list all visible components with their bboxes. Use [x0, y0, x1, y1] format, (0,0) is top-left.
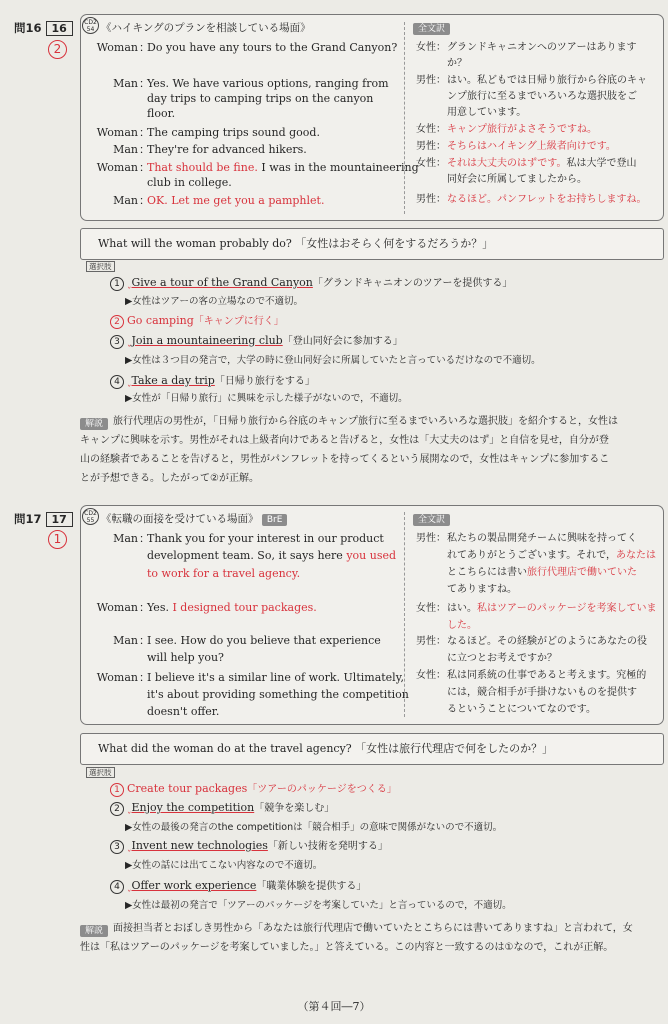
q16-jp-speaker: 女性： [416, 124, 446, 135]
q17-explain-tag: 解説 [80, 922, 108, 937]
q17-jp-line [447, 651, 557, 666]
q17-jp-line [447, 601, 657, 616]
q16-speaker: Woman [96, 41, 138, 54]
q16-speaker-colon: ： [139, 161, 150, 174]
q17-choices-tag: 選択肢 [86, 764, 115, 779]
caret-icon: ˯ [127, 337, 132, 347]
q16-option-en: Take a day trip [131, 374, 215, 387]
q17-speaker-colon: ： [139, 532, 150, 545]
q16-line [147, 40, 397, 55]
q17-translation-tag: 全文訳 [413, 511, 450, 526]
q17-jp-text: れてありがとうございます。それで， [447, 550, 616, 561]
q17-option-jp: 「職業体験を提供する」 [256, 881, 367, 892]
q17-jp-text: 私は同系統の仕事であると考えます。究極的 [447, 670, 647, 681]
q17-scene: 《転職の面接を受けている場面》 BrE [101, 512, 287, 527]
q17-option-number: 4 [110, 880, 124, 894]
q17-jp-line [447, 685, 637, 700]
q17-option[interactable] [110, 781, 397, 797]
q17-jp-line [447, 702, 596, 717]
q16-jp-text: 私は大学で登山 [566, 158, 637, 169]
q16-question: What will the woman probably do? 「女性はおそらく何をするだろうか？」 [98, 237, 494, 250]
q16-speaker: Woman [96, 126, 138, 139]
q17-option-en: Offer work experience [131, 879, 257, 892]
q16-text: day trips to camping trips on the canyon [147, 92, 374, 105]
q16-jp-line [447, 192, 647, 207]
q17-line [147, 670, 404, 685]
q17-option[interactable] [110, 838, 388, 855]
q16-line [147, 125, 320, 140]
q16-line [147, 193, 324, 208]
q17-jp-text: はい。 [447, 603, 477, 614]
q16-jp-line [447, 139, 616, 154]
q17-text: Thank you for your interest in our product [147, 532, 384, 545]
q17-jp-speaker: 女性： [416, 603, 446, 614]
q17-speaker-colon: ： [139, 671, 150, 684]
q16-option[interactable] [110, 373, 315, 390]
q16-line [147, 175, 232, 190]
q17-line [147, 566, 300, 581]
q17-jp-speaker: 男性： [416, 636, 446, 647]
q17-option-jp: 「新しい技術を発明する」 [267, 841, 388, 852]
q16-line [147, 106, 175, 121]
q16-divider [404, 22, 405, 214]
q16-option-en: Give a tour of the Grand Canyon [131, 276, 313, 289]
q16-speaker-colon: ： [139, 194, 150, 207]
q17-option-note: ▶女性の話には出てこない内容なので不適切。 [125, 860, 323, 871]
q16-text: club in college. [147, 176, 232, 189]
q17-speaker-colon: ： [139, 634, 150, 647]
q17-option-note: ▶女性の最後の発言のthe competitionは「競合相手」の意味で関係がないので不適切。 [125, 822, 503, 833]
q16-speaker-colon: ： [139, 143, 150, 156]
q17-jp-line [447, 634, 647, 649]
q17-cd-icon: CD2 55 [82, 508, 99, 525]
q16-label: 問16 16 [14, 21, 73, 36]
q17-speaker-colon: ： [139, 601, 150, 614]
q17-jp-line [447, 582, 517, 597]
q16-jp-speaker: 男性： [416, 141, 446, 152]
q16-jp-speaker: 男性： [416, 194, 446, 205]
q17-option-number: 1 [110, 783, 124, 797]
q16-jp-speaker: 女性： [416, 158, 446, 169]
q16-translation-tag: 全文訳 [413, 20, 450, 35]
q16-text: Yes. We have various options, ranging from [147, 77, 389, 90]
q16-speaker: Man [113, 194, 138, 207]
caret-icon: ˯ [127, 842, 132, 852]
q16-jp-text-red: それは大丈夫のはずです。 [447, 158, 567, 169]
caret-icon: ˯ [127, 882, 132, 892]
q16-scene: 《ハイキングのプランを相談している場面》 [101, 22, 311, 34]
page-footer: （第４回―7） [297, 1000, 371, 1013]
q16-jp-text: ンプ旅行に至るまでいろいろな選択肢をご [447, 91, 637, 102]
q16-jp-line [447, 40, 637, 55]
q17-option-en: Invent new technologies [131, 839, 268, 852]
q17-jp-speaker: 女性： [416, 670, 446, 681]
q17-jp-line [447, 548, 656, 563]
q17-explain-line: 面接担当者とおぼしき男性から「あなたは旅行代理店で働いていたとこちらには書いてありますね」と言われて，女 [113, 923, 633, 934]
q16-speaker-colon: ： [139, 41, 150, 54]
q17-speaker: Man [113, 532, 138, 545]
q17-speaker: Woman [96, 601, 138, 614]
q17-text: I see. How do you believe that experience [147, 634, 381, 647]
q16-text: They're for advanced hikers. [147, 143, 307, 156]
q16-line [147, 76, 389, 91]
q16-option-note: ▶女性はツアーの客の立場なので不適切。 [125, 296, 304, 307]
q17-question: What did the woman do at the travel agency? 「女性は旅行代理店で何をしたのか？」 [98, 742, 554, 755]
q16-jp-line [447, 105, 526, 120]
q16-jp-text: か？ [447, 58, 467, 69]
q17-option-en: Enjoy the competition [131, 801, 255, 814]
q16-option[interactable] [110, 275, 512, 292]
q16-jp-text: 同好会に所属してましたから。 [447, 174, 587, 185]
q17-jp-text: 私たちの製品開発チームに興味を持ってく [447, 533, 637, 544]
q17-option-en: Create tour packages [127, 782, 248, 795]
caret-icon: ˯ [127, 279, 132, 289]
q17-jp-text: には，競合相手が手掛けないものを提供す [447, 687, 637, 698]
q17-number: 17 [46, 512, 73, 527]
q16-speaker-colon: ： [139, 126, 150, 139]
q16-jp-line [447, 172, 587, 187]
q16-jp-text-red: キャンプ旅行がよさそうですね。 [447, 124, 597, 135]
q17-option-number: 2 [110, 802, 124, 816]
q17-text: development team. So, it says here [147, 549, 347, 562]
q16-option-jp: 「キャンプに行く」 [193, 316, 284, 327]
q16-jp-line [447, 156, 637, 171]
q16-jp-line [447, 122, 597, 137]
q17-jp-line [447, 565, 637, 580]
q16-option-number: 4 [110, 375, 124, 389]
q17-text-red: I designed tour packages. [172, 601, 317, 614]
q16-speaker: Man [113, 143, 138, 156]
q17-jp-line [447, 531, 637, 546]
q17-explain-line: 性は「私はツアーのパッケージを考案していました。」と答えている。この内容と一致するのは①なので，これが正解。 [80, 942, 614, 953]
q17-answer-mark: 1 [48, 530, 67, 549]
q16-explain-line: キャンプに興味を示す。男性がそれは上級者向けであると告げると，女性は「大丈夫のはず」と自信を見せ，自分が登 [80, 435, 609, 446]
q17-jp-text-red: 私はツアーのパッケージを考案していま [477, 603, 657, 614]
q17-line [147, 633, 381, 648]
q17-text: Yes. [147, 601, 173, 614]
q16-text: I was in the mountaineering [257, 161, 419, 174]
q17-speaker: Woman [96, 671, 138, 684]
q16-option[interactable] [110, 313, 284, 329]
q16-answer-mark: 2 [48, 40, 67, 59]
q17-text-red: to work for a travel agency. [147, 567, 301, 580]
q16-option-note: ▶女性は３つ目の発言で，大学の時に登山同好会に所属していたと言っているだけなので不適切。 [125, 355, 541, 366]
q16-text-red: OK. Let me get you a pamphlet. [147, 194, 325, 207]
q16-jp-text: 用意しています。 [447, 107, 527, 118]
q16-explain-tag: 解説 [80, 415, 108, 430]
q16-cd-icon: CD2 54 [82, 17, 99, 34]
q16-line [147, 160, 419, 175]
q17-line [147, 531, 384, 546]
q17-text: I believe it's a similar line of work. Ultimately, [147, 671, 404, 684]
q17-option-jp: 「ツアーのパッケージをつくる」 [247, 784, 397, 795]
caret-icon: ˯ [127, 377, 132, 387]
q16-jp-text: グランドキャニオンへのツアーはあります [447, 42, 637, 53]
q16-jp-text: はい。私どもでは日帰り旅行から谷底のキャ [447, 75, 647, 86]
q16-speaker: Man [113, 77, 138, 90]
q17-text: doesn't offer. [147, 705, 220, 718]
q17-jp-text-red: 旅行代理店で働いていた [527, 567, 637, 578]
q16-option-jp: 「グランドキャニオンのツアーを提供する」 [312, 278, 513, 289]
q17-jp-speaker: 男性： [416, 533, 446, 544]
q17-line [147, 548, 396, 563]
q17-option-jp: 「競争を楽しむ」 [254, 803, 335, 814]
q17-option-number: 3 [110, 840, 124, 854]
q16-line [147, 142, 307, 157]
caret-icon: ˯ [127, 804, 132, 814]
q17-jp-text-red: あなたは [616, 550, 656, 561]
q16-number: 16 [46, 21, 73, 36]
q17-jp-text-red: した。 [447, 620, 477, 631]
q17-jp-line [447, 668, 646, 683]
q16-explain-line: とが予想できる。したがって②が正解。 [80, 473, 259, 484]
q16-option-en: Go camping [127, 314, 194, 327]
q16-text: The camping trips sound good. [147, 126, 320, 139]
q17-text: it's about providing something the competition [147, 688, 409, 701]
q17-text: will help you? [147, 651, 224, 664]
q17-label: 問17 17 [14, 512, 73, 527]
q17-option[interactable] [110, 800, 334, 817]
q17-line [147, 650, 224, 665]
q17-jp-text: るということについてなのです。 [447, 704, 596, 715]
q17-jp-text: とこちらには書い [447, 567, 527, 578]
q16-option-en: Join a mountaineering club [131, 334, 283, 347]
q16-jp-speaker: 男性： [416, 75, 446, 86]
q16-jp-text-red: そちらはハイキング上級者向けです。 [447, 141, 616, 152]
q16-jp-text-red: なるほど。パンフレットをお持ちしますね。 [447, 194, 647, 205]
q16-choices-tag: 選択肢 [86, 258, 115, 273]
q16-text: Do you have any tours to the Grand Canyon? [147, 41, 398, 54]
q16-explain-line: 山の経験者であることを告げると，男性がパンフレットを持ってくるという展開なので，女性はキャンプに参加するこ [80, 454, 610, 465]
q16-option-jp: 「日帰り旅行をする」 [214, 376, 315, 387]
q17-speaker: Man [113, 634, 138, 647]
q17-jp-text: なるほど。その経験がどのようにあなたの役 [447, 636, 647, 647]
q17-jp-text: てありますね。 [447, 584, 517, 595]
q16-line [147, 91, 373, 106]
q17-line [147, 600, 317, 615]
q17-jp-line [447, 618, 477, 633]
q16-option-number: 3 [110, 335, 124, 349]
q16-text: floor. [147, 107, 176, 120]
q16-speaker-colon: ： [139, 77, 150, 90]
q16-option-number: 1 [110, 277, 124, 291]
q16-option-jp: 「登山同好会に参加する」 [282, 336, 403, 347]
q17-accent-tag: BrE [262, 514, 288, 526]
q16-jp-line [447, 89, 637, 104]
q16-text-red: That should be fine. [147, 161, 258, 174]
q16-jp-line [447, 73, 647, 88]
q17-text-red: you used [346, 549, 397, 562]
q16-explain-line: 旅行代理店の男性が，「日帰り旅行から谷底のキャンプ旅行に至るまでいろいろな選択肢」を紹介すると，女性は [113, 416, 618, 427]
q16-speaker: Woman [96, 161, 138, 174]
q16-option[interactable] [110, 333, 403, 350]
q17-option-note: ▶女性は最初の発言で「ツアーのパッケージを考案していた」と言っているので，不適切。 [125, 900, 512, 911]
q17-line [147, 704, 219, 719]
q16-option-note: ▶女性が「日帰り旅行」に興味を示した様子がないので，不適切。 [125, 393, 408, 404]
q17-line [147, 687, 409, 702]
q17-option[interactable] [110, 878, 366, 895]
q16-option-number: 2 [110, 315, 124, 329]
q17-jp-text: に立つとお考えですか？ [447, 653, 557, 664]
q16-jp-line [447, 56, 467, 71]
q16-jp-speaker: 女性： [416, 42, 446, 53]
